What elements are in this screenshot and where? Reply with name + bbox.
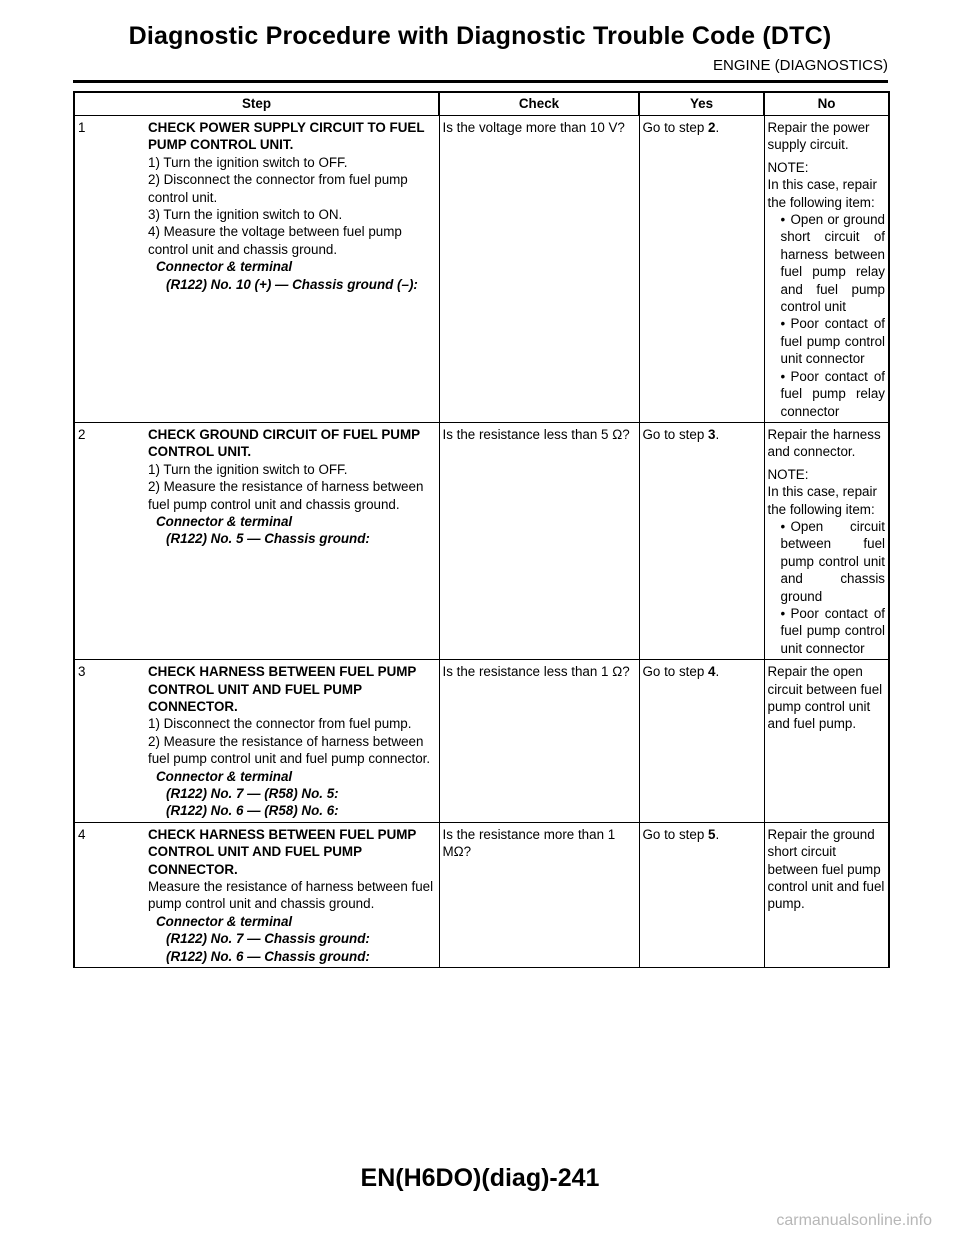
check-cell [439, 660, 639, 823]
note-label: NOTE: [767, 466, 809, 482]
note-item-text: Open or ground short circuit of harness between fuel pump relay and fuel pump control unit [780, 212, 885, 315]
step-cell [74, 822, 439, 967]
check-cell [439, 822, 639, 967]
yes-cell: Go to step 5. [639, 822, 764, 967]
terminal-spec: (R122) No. 7 — Chassis ground: [166, 931, 370, 947]
note-item-text: Poor contact of fuel pump control unit connector [780, 605, 885, 656]
check-question: Is the resistance less than 1 Ω? [442, 664, 630, 680]
no-cell [764, 116, 889, 423]
no-action: Repair the ground short circuit between fuel pump control unit and fuel pump. [767, 826, 885, 912]
table-row [74, 116, 889, 423]
instruction: 3) Turn the ignition switch to ON. [148, 207, 343, 223]
page-number: EN(H6DO)(diag)-241 [360, 1164, 600, 1192]
no-action: Repair the power supply circuit. [767, 120, 870, 153]
step-number: 2 [78, 426, 86, 442]
check-cell [439, 422, 639, 659]
yes-cell: Go to step 2. [639, 116, 764, 423]
next-step-number: 4 [708, 664, 716, 680]
bullet-icon: • [780, 605, 786, 621]
step-title: CHECK HARNESS BETWEEN FUEL PUMP CONTROL UNIT AND FUEL PUMP CONNECTOR. [148, 664, 417, 714]
note-intro: In this case, repair the following item: [767, 177, 877, 210]
check-cell [439, 116, 639, 423]
instruction: 2) Disconnect the connector from fuel pump control unit. [148, 172, 408, 205]
step-number: 1 [78, 120, 86, 135]
watermark: carmanualsonline.info [776, 1212, 932, 1229]
terminal-spec: (R122) No. 6 — (R58) No. 6: [166, 803, 339, 819]
column-header-step: Step [74, 92, 439, 116]
connector-label: Connector & terminal [156, 913, 293, 929]
note-item [768, 211, 886, 315]
bullet-icon: • [780, 368, 786, 384]
column-header-yes: Yes [639, 92, 764, 116]
table-row [74, 422, 889, 659]
check-question: Is the resistance less than 5 Ω? [442, 426, 630, 442]
step-cell [74, 422, 439, 659]
instruction: 1) Turn the ignition switch to OFF. [148, 461, 348, 477]
yes-action: Go to step [642, 826, 709, 842]
note-item [768, 315, 886, 367]
instruction: 2) Measure the resistance of harness between fuel pump control unit and chassis ground. [148, 479, 424, 512]
bullet-icon: • [780, 212, 786, 228]
note-item [768, 368, 886, 420]
diagnostic-table [73, 91, 890, 968]
no-action: Repair the harness and connector. [767, 426, 881, 460]
next-step-number: 3 [708, 426, 716, 442]
note-item [768, 518, 886, 605]
note-label: NOTE: [767, 159, 809, 175]
terminal-spec: (R122) No. 6 — Chassis ground: [166, 948, 370, 964]
column-header-check: Check [439, 92, 639, 116]
yes-action: Go to step [642, 426, 709, 442]
next-step-number: 2 [708, 120, 716, 135]
yes-cell: Go to step 3. [639, 422, 764, 659]
step-cell [74, 116, 439, 423]
header-rule [73, 80, 888, 83]
instruction: Measure the resistance of harness between fuel pump control unit and chassis ground. [148, 879, 434, 912]
column-header-no: No [764, 92, 889, 116]
step-number: 3 [78, 664, 86, 680]
no-cell [764, 822, 889, 967]
step-title: CHECK HARNESS BETWEEN FUEL PUMP CONTROL UNIT AND FUEL PUMP CONNECTOR. [148, 826, 417, 877]
yes-action: Go to step [642, 664, 709, 680]
table-header-row [74, 92, 889, 116]
instruction: 1) Disconnect the connector from fuel pump. [148, 716, 412, 732]
yes-cell: Go to step 4. [639, 660, 764, 823]
terminal-spec: (R122) No. 7 — (R58) No. 5: [166, 786, 339, 802]
yes-action: Go to step [642, 120, 709, 135]
terminal-spec: (R122) No. 10 (+) — Chassis ground (–): [166, 276, 418, 292]
instruction: 1) Turn the ignition switch to OFF. [148, 154, 348, 170]
check-question: Is the resistance more than 1 MΩ? [442, 826, 616, 860]
bullet-icon: • [780, 518, 786, 534]
no-action: Repair the open circuit between fuel pump control unit and fuel pump. [767, 664, 883, 732]
connector-label: Connector & terminal [156, 259, 293, 275]
note-item-text: Poor contact of fuel pump relay connector [780, 368, 885, 419]
table-row [74, 660, 889, 823]
note-item [768, 605, 886, 657]
next-step-number: 5 [708, 826, 716, 842]
no-cell [764, 660, 889, 823]
table-row [74, 822, 889, 967]
step-title: CHECK GROUND CIRCUIT OF FUEL PUMP CONTROL UNIT. [148, 426, 420, 460]
section-subtitle: ENGINE (DIAGNOSTICS) [712, 57, 888, 74]
check-question: Is the voltage more than 10 V? [442, 120, 625, 135]
no-cell [764, 422, 889, 659]
step-cell [74, 660, 439, 823]
connector-label: Connector & terminal [156, 513, 293, 529]
note-item-text: Poor contact of fuel pump control unit connector [780, 316, 885, 367]
step-number: 4 [78, 826, 86, 842]
instruction: 2) Measure the resistance of harness between fuel pump control unit and fuel pump connector. [148, 733, 431, 767]
page-title: Diagnostic Procedure with Diagnostic Trouble Code (DTC) [128, 22, 832, 50]
note-item-text: Open circuit between fuel pump control unit and chassis ground [780, 518, 885, 604]
bullet-icon: • [780, 316, 786, 332]
instruction: 4) Measure the voltage between fuel pump control unit and chassis ground. [148, 224, 402, 257]
step-title: CHECK POWER SUPPLY CIRCUIT TO FUEL PUMP CONTROL UNIT. [148, 120, 425, 153]
connector-label: Connector & terminal [156, 768, 293, 784]
note-intro: In this case, repair the following item: [767, 484, 877, 517]
terminal-spec: (R122) No. 5 — Chassis ground: [166, 531, 370, 547]
